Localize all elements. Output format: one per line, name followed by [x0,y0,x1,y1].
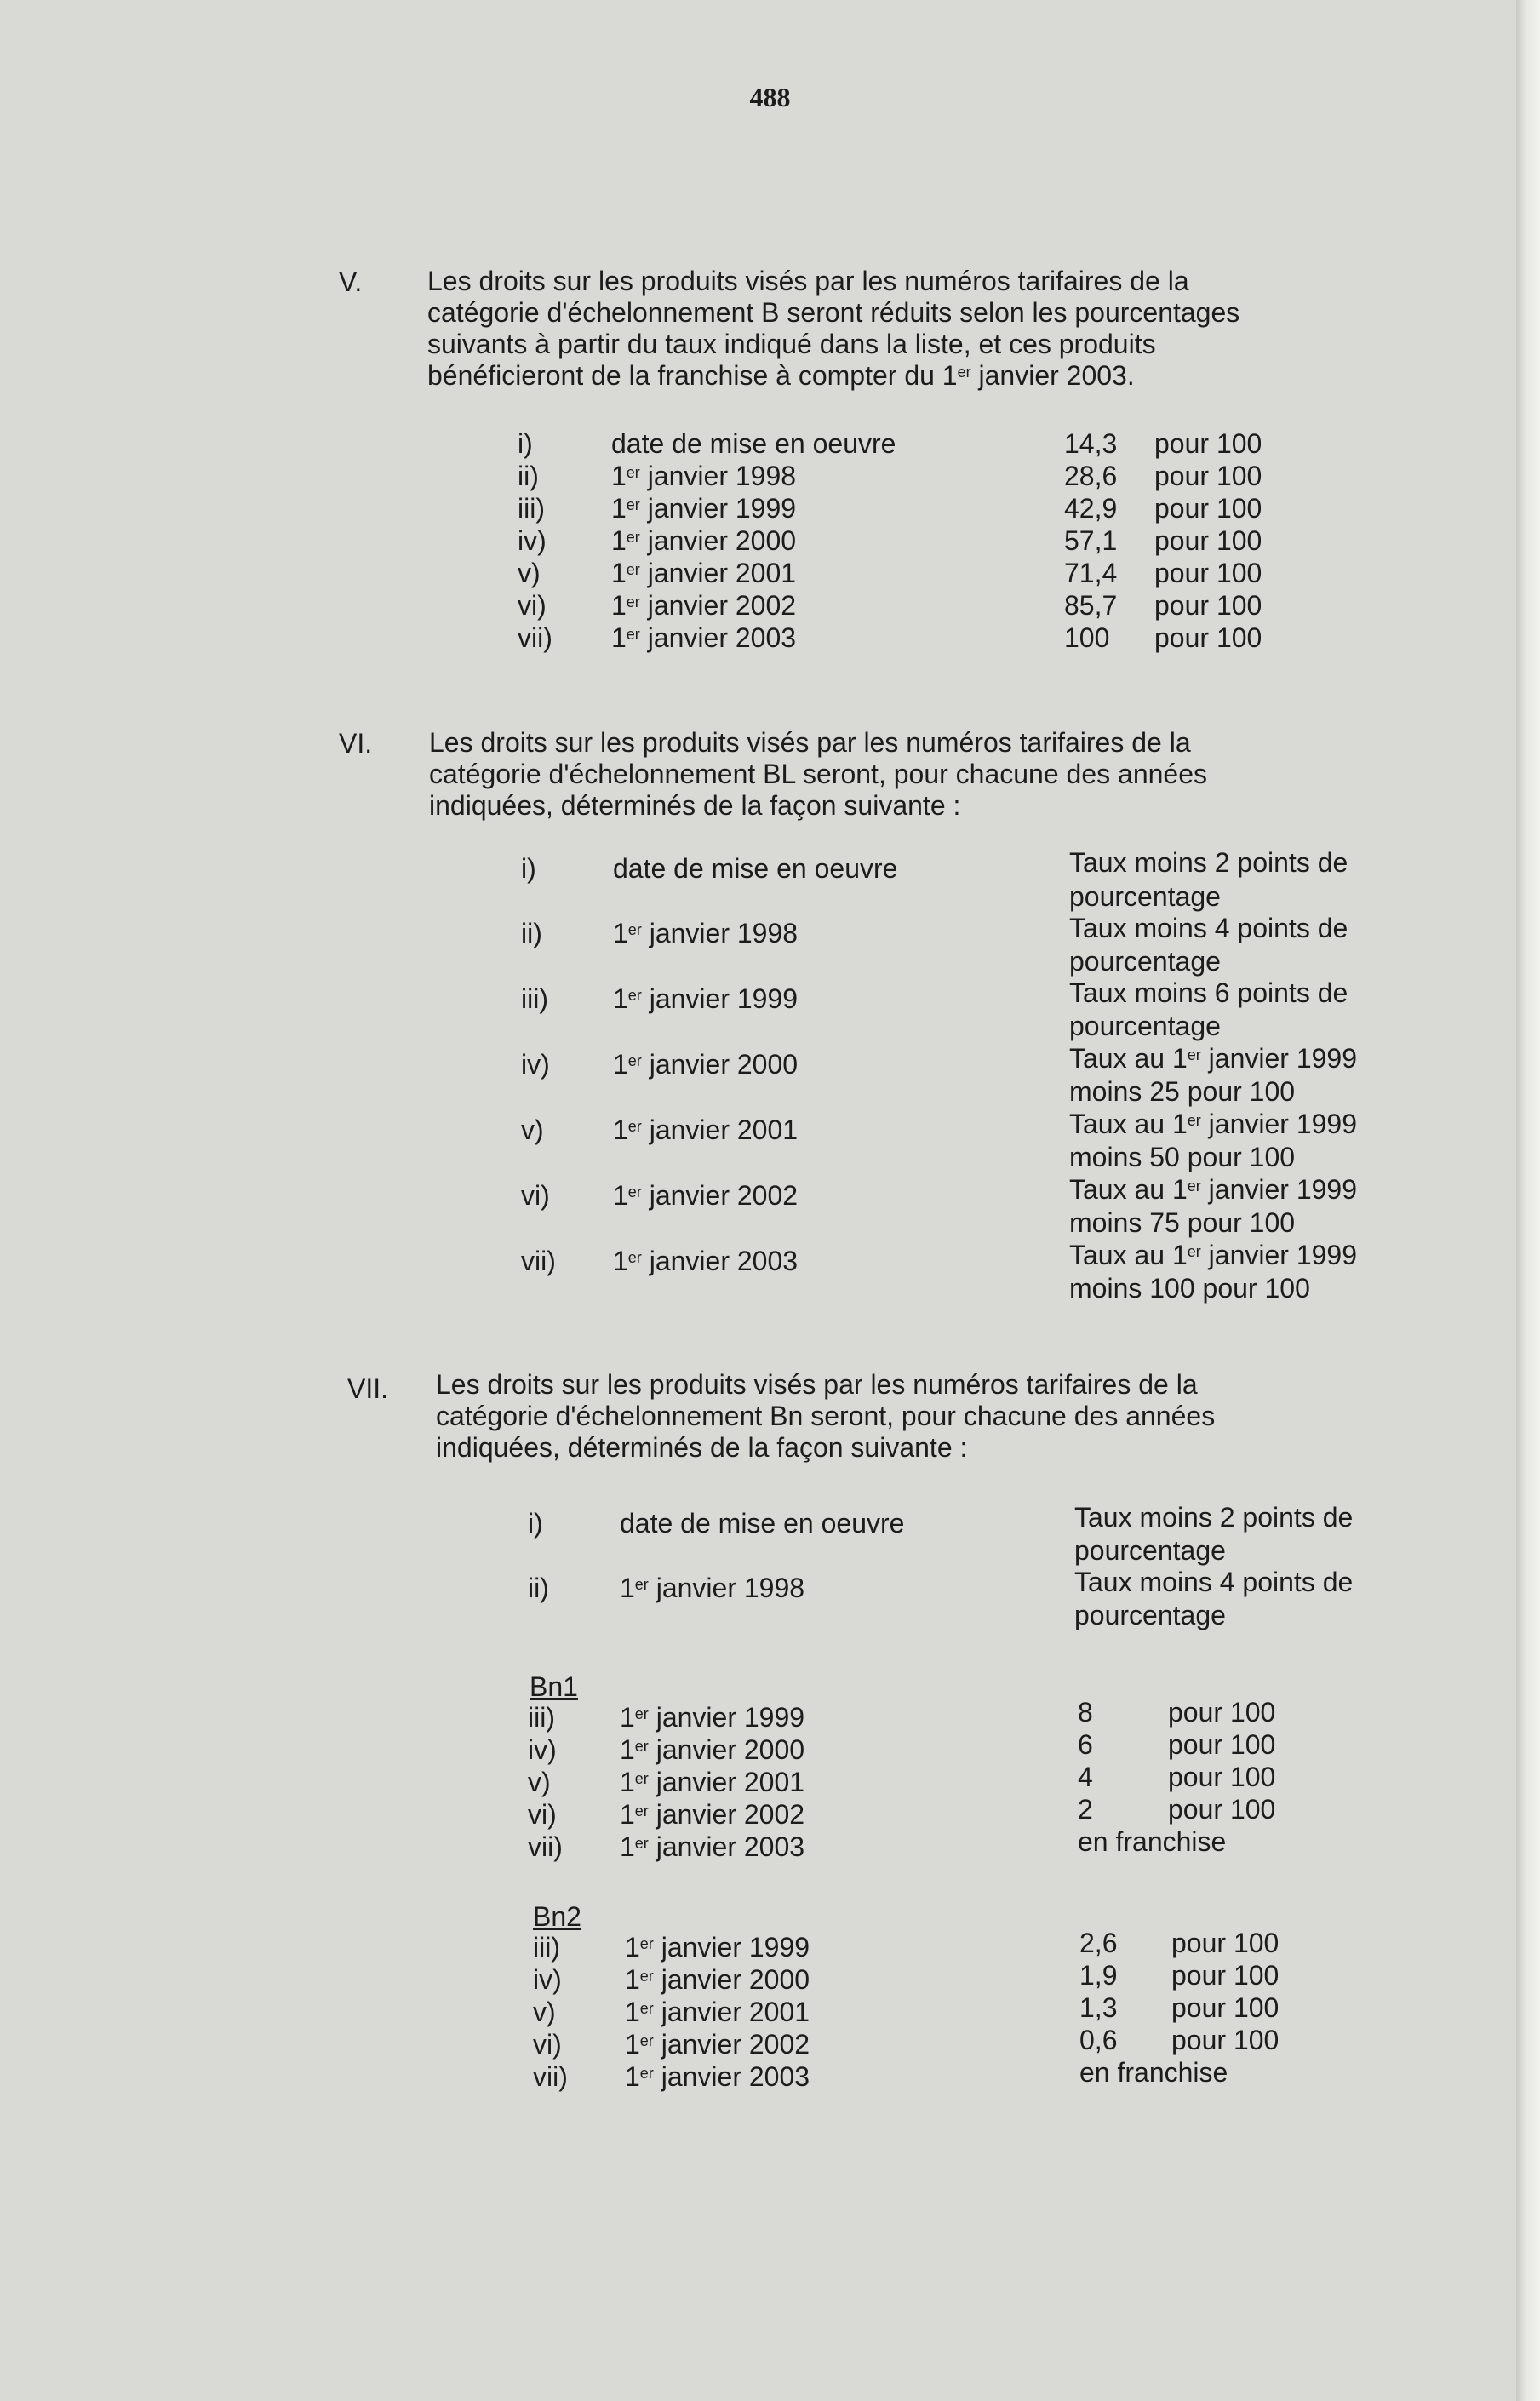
row-date: 1er janvier 2000 [625,1964,810,1995]
row-num: iv) [528,1734,557,1765]
section-vii-paragraph [436,1369,1215,1464]
row-rate: 4 [1078,1762,1093,1792]
row-unit: pour 100 [1168,1794,1276,1825]
row-date: 1er janvier 1998 [620,1573,805,1603]
row-date: 1er janvier 2002 [620,1799,805,1830]
paragraph-line: Les droits sur les produits visés par les numéros tarifaires de la [436,1369,1198,1400]
row-num: iii) [518,493,545,524]
row-rate-line1: Taux au 1er janvier 1999 [1069,1043,1358,1074]
row-date: 1er janvier 2001 [613,1115,799,1145]
row-rate-line2: pourcentage [1069,1011,1221,1041]
row-rate: 2 [1078,1794,1093,1825]
row-num: vii) [518,622,552,653]
row-rate: 1,3 [1079,1992,1118,2023]
row-date: 1er janvier 2003 [625,2061,810,2092]
row-date: 1er janvier 2001 [625,1997,810,2027]
row-rate-line2: pourcentage [1074,1600,1226,1630]
row-unit: pour 100 [1154,590,1262,621]
row-num: i) [521,853,536,884]
row-rate: en franchise [1079,2057,1228,2088]
paragraph-line: suivants à partir du taux indiqué dans la liste, et ces produits [427,329,1156,359]
paragraph-line: indiquées, déterminés de la façon suivante : [429,790,961,821]
row-unit: pour 100 [1154,622,1262,653]
row-rate-line1: Taux au 1er janvier 1999 [1069,1174,1358,1205]
row-rate-line2: pourcentage [1074,1535,1226,1566]
paragraph-line: Les droits sur les produits visés par les numéros tarifaires de la [427,266,1189,296]
row-rate-line1: Taux au 1er janvier 1999 [1069,1240,1358,1270]
row-num: ii) [521,918,542,948]
row-num: i) [528,1508,543,1539]
row-num: iii) [533,1932,560,1963]
row-date: 1er janvier 1999 [611,493,797,524]
row-unit: pour 100 [1171,1960,1280,1991]
row-rate: en franchise [1078,1826,1227,1857]
paragraph-line: Les droits sur les produits visés par les numéros tarifaires de la [429,727,1191,758]
row-rate-line2: moins 25 pour 100 [1069,1076,1296,1107]
row-rate-line2: moins 50 pour 100 [1069,1142,1296,1172]
row-num: v) [533,1997,556,2027]
row-rate: 71,4 [1064,558,1118,588]
section-numeral: VI. [339,728,373,759]
row-rate: 100 [1064,622,1110,653]
row-rate: 57,1 [1064,525,1118,556]
row-rate-line2: moins 100 pour 100 [1069,1273,1310,1304]
row-num: vi) [521,1180,550,1211]
paragraph-line: bénéficieront de la franchise à compter du 1er janvier 2003. [427,360,1135,391]
section-v-paragraph [427,266,1239,392]
row-date: 1er janvier 2000 [613,1049,799,1080]
row-date: 1er janvier 1998 [613,918,799,948]
row-rate-line2: moins 75 pour 100 [1069,1207,1296,1238]
row-unit: pour 100 [1168,1729,1276,1760]
row-date: 1er janvier 2001 [611,558,797,588]
row-rate: 42,9 [1064,493,1118,524]
row-unit: pour 100 [1171,2025,1280,2055]
page-number: 488 [749,82,791,112]
row-rate-line2: pourcentage [1069,881,1221,912]
row-rate: 6 [1078,1729,1093,1760]
row-date: 1er janvier 2003 [613,1246,799,1276]
row-num: vi) [528,1799,557,1830]
row-num: iii) [528,1702,555,1733]
paragraph-line: catégorie d'échelonnement BL seront, pour chacune des années [429,759,1207,789]
row-unit: pour 100 [1168,1762,1276,1792]
row-unit: pour 100 [1154,428,1262,459]
paragraph-line: indiquées, déterminés de la façon suivante : [436,1432,968,1463]
row-num: vi) [518,590,547,621]
row-rate: 14,3 [1064,428,1118,459]
row-num: iv) [533,1964,562,1995]
row-num: vi) [533,2029,562,2060]
row-unit: pour 100 [1171,1928,1280,1958]
row-unit: pour 100 [1154,525,1262,556]
row-date: 1er janvier 1998 [611,461,797,491]
row-num: vii) [521,1246,556,1276]
row-rate-line1: Taux moins 4 points de [1069,913,1348,943]
section-vi-paragraph [429,727,1207,822]
paragraph-line: catégorie d'échelonnement B seront réduits selon les pourcentages [427,297,1240,328]
row-date: date de mise en oeuvre [611,428,896,459]
row-date: 1er janvier 1999 [625,1932,810,1963]
row-unit: pour 100 [1154,493,1262,524]
row-rate-line1: Taux moins 6 points de [1069,977,1348,1008]
row-num: vii) [528,1831,563,1862]
row-rate: 28,6 [1064,461,1118,491]
row-rate-line1: Taux moins 2 points de [1074,1502,1354,1533]
row-date: 1er janvier 2002 [625,2029,810,2060]
row-num: ii) [518,461,539,491]
row-num: v) [518,558,541,588]
row-unit: pour 100 [1168,1697,1276,1728]
row-date: 1er janvier 2000 [611,525,797,556]
row-rate-line1: Taux moins 4 points de [1074,1567,1354,1597]
row-num: v) [528,1767,551,1797]
section-numeral: V. [339,266,363,297]
row-num: i) [518,428,533,459]
row-rate: 8 [1078,1697,1093,1728]
row-num: iii) [521,983,548,1014]
bn1-heading: Bn1 [530,1671,578,1702]
row-num: ii) [528,1573,549,1603]
row-num: vii) [533,2061,568,2092]
row-date: 1er janvier 2000 [620,1734,805,1765]
row-num: iv) [521,1049,550,1080]
page-edge [1516,0,1540,2401]
row-date: date de mise en oeuvre [613,853,898,884]
row-rate: 85,7 [1064,590,1118,621]
row-date: 1er janvier 2003 [611,622,797,653]
row-num: v) [521,1115,544,1145]
section-numeral: VII. [347,1373,389,1404]
row-unit: pour 100 [1154,558,1262,588]
row-unit: pour 100 [1154,461,1262,491]
row-num: iv) [518,525,547,556]
row-rate: 2,6 [1079,1928,1118,1958]
row-date: 1er janvier 2002 [613,1180,799,1211]
row-rate: 0,6 [1079,2025,1118,2055]
row-rate-line1: Taux moins 2 points de [1069,847,1348,878]
row-date: 1er janvier 2003 [620,1831,805,1862]
row-date: 1er janvier 2002 [611,590,797,621]
row-date: 1er janvier 2001 [620,1767,805,1797]
row-rate-line1: Taux au 1er janvier 1999 [1069,1109,1358,1139]
row-date: 1er janvier 1999 [620,1702,805,1733]
bn2-heading: Bn2 [533,1901,581,1932]
row-date: 1er janvier 1999 [613,983,799,1014]
row-rate: 1,9 [1079,1960,1118,1991]
row-date: date de mise en oeuvre [620,1508,905,1539]
row-rate-line2: pourcentage [1069,946,1221,977]
paragraph-line: catégorie d'échelonnement Bn seront, pour chacune des années [436,1401,1216,1431]
row-unit: pour 100 [1171,1992,1280,2023]
